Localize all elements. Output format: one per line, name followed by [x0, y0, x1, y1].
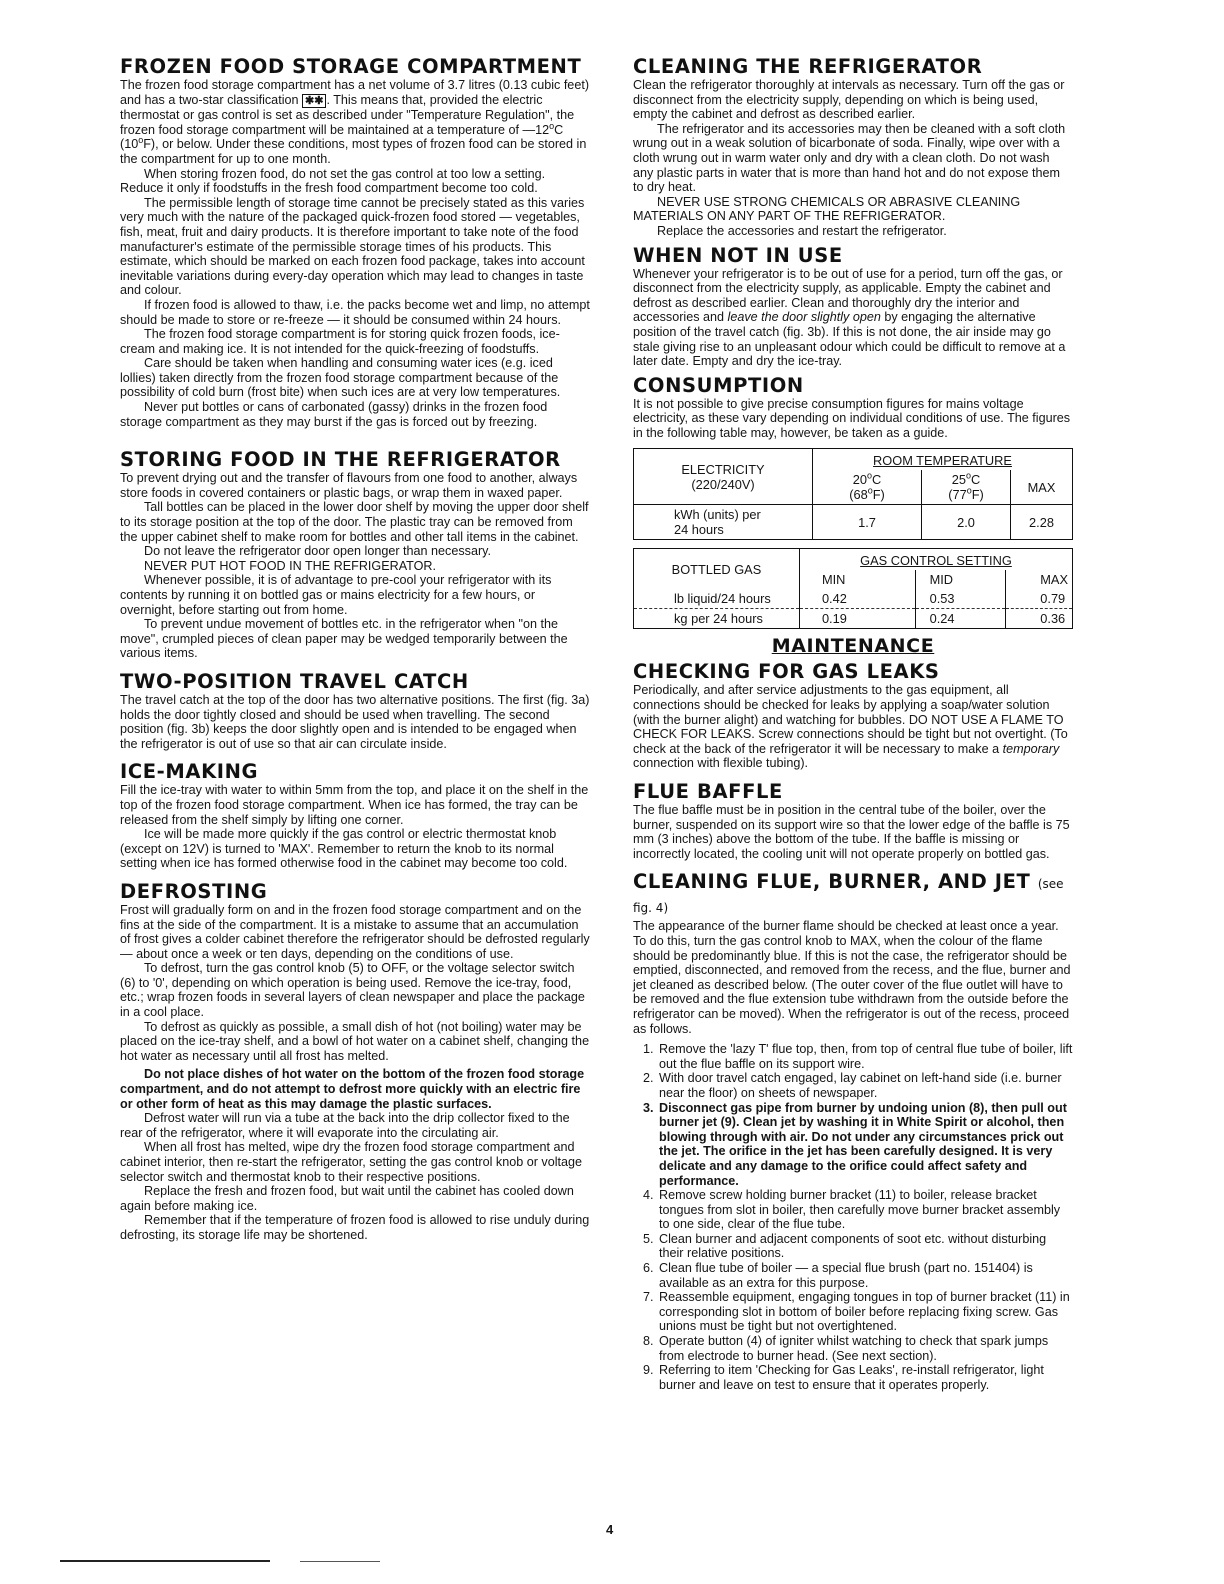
- kg-max: 0.36: [1006, 609, 1073, 629]
- paragraph: To prevent undue movement of bottles etc. in the refrigerator when "on the move", crumpled pieces of clean paper may be wedged temporarily between the various items.: [120, 617, 568, 661]
- bottled-gas-label: BOTTLED GAS: [671, 561, 762, 577]
- list-item: 3. Disconnect gas pipe from burner by undoing union (8), then pull out burner jet (9). Clean jet by washing it in White Spirit or alcohol, then blowing through with air. Do not under any circumstances prick out the jet. The orifice in the jet has been carefully designed. It is very delicate and any damage to the orifice could affect safety and performance.: [657, 1101, 1073, 1189]
- lb-min: 0.42: [799, 589, 915, 609]
- lb-max: 0.79: [1006, 589, 1073, 609]
- paragraph: Whenever your refrigerator is to be out of use for a period, turn off the gas, or disconnect from the electricity supply, as applicable. Empty the cabinet and defrost as described earlier. Clean and thoroughly dry the interior and accessories and leave the door slightly open by engaging the alternative position of the travel catch (fig. 3b). If this is not done, the air inside may go stale giving rise to an unpleasant odour which could be difficult to remove at a later date. Empty and dry the ice-tray.: [633, 266, 1066, 369]
- section-heading: TWO-POSITION TRAVEL CATCH: [120, 669, 469, 693]
- temp-20c: 20$^o$C (68$^o$F): [813, 470, 922, 505]
- paragraph: Replace the fresh and frozen food, but wait until the cabinet has cooled down again before making ice.: [120, 1184, 574, 1213]
- list-item: 2. With door travel catch engaged, lay cabinet on left-hand side (i.e. burner near the floor) on sheets of newspaper.: [657, 1071, 1073, 1100]
- col-max: MAX: [1006, 570, 1073, 589]
- section-heading: FROZEN FOOD STORAGE COMPARTMENT: [120, 55, 582, 78]
- scan-artifact: [300, 1561, 380, 1562]
- col-mid: MID: [915, 570, 1006, 589]
- storing-food-section: [120, 449, 590, 661]
- paragraph: When storing frozen food, do not set the gas control at too low a setting. Reduce it only if foodstuffs in the fresh food compartment become too cold.: [120, 166, 546, 196]
- section-heading: CHECKING FOR GAS LEAKS: [633, 660, 940, 684]
- paragraph: Do not leave the refrigerator door open longer than necessary.: [144, 544, 492, 559]
- paragraph: The flue baffle must be in position in the central tube of the boiler, over the burner, suspended on its support wire so that the lower edge of the baffle is 75 mm (3 inches) above the bottom of the tube. If the baffle is missing or incorrectly located, the cooling unit will not operate properly on bottled gas.: [633, 803, 1070, 861]
- travel-catch-section: [120, 671, 590, 751]
- left-column: [120, 56, 590, 1243]
- consumption-section: [633, 375, 1073, 630]
- room-temperature-header: ROOM TEMPERATURE: [813, 449, 1073, 471]
- cleaning-flue-section: [633, 871, 1073, 1392]
- list-item: 9. Referring to item 'Checking for Gas Leaks', re-install refrigerator, light burner and leave on test to ensure that it operates properly.: [657, 1363, 1073, 1392]
- paragraph: NEVER USE STRONG CHEMICALS OR ABRASIVE CLEANING MATERIALS ON ANY PART OF THE REFRIGERATOR.: [633, 194, 1021, 224]
- paragraph: Periodically, and after service adjustments to the gas equipment, all connections should be checked for leaks by applying a soap/water solution (with the burner alight) and watching for bubbles. DO NOT USE A FLAME TO CHECK FOR LEAKS. Screw connections should be tight but not overtight. (To check at the back of the refrigerator it will be necessary to make a temporary connection with flexible tubing).: [633, 683, 1068, 771]
- paragraph: The frozen food storage compartment is for storing quick frozen foods, ice-cream and making ice. It is not intended for the quick-freezing of foodstuffs.: [120, 327, 560, 356]
- page-number: 4: [606, 1522, 614, 1537]
- list-item: 4. Remove screw holding burner bracket (11) to boiler, release bracket tongues from slot in boiler, then carefully move burner bracket assembly to one side, clear of the flue tube.: [657, 1188, 1073, 1232]
- defrosting-section: [120, 881, 590, 1243]
- ice-making-section: [120, 761, 590, 871]
- kg-row-label: kg per 24 hours: [634, 609, 800, 629]
- kg-mid: 0.24: [915, 609, 1006, 629]
- paragraph: Fill the ice-tray with water to within 5mm from the top, and place it on the shelf in the top of the frozen food storage compartment. When ice has formed, the tray can be released from the shelf simply by lifting one corner.: [120, 783, 589, 827]
- frozen-food-section: [120, 56, 590, 429]
- lb-mid: 0.53: [915, 589, 1006, 609]
- paragraph: The travel catch at the top of the door has two alternative positions. The first (fig. 3a) holds the door tightly closed and should be used when travelling. The second position (fig. 3b) keeps the door slightly open and is intended to be engaged when the refrigerator is out of use so that air can circulate inside.: [120, 692, 590, 751]
- section-heading: ICE-MAKING: [120, 760, 259, 784]
- cleaning-section: [633, 56, 1073, 239]
- maintenance-title: MAINTENANCE: [771, 635, 935, 658]
- paragraph: Replace the accessories and restart the refrigerator.: [657, 223, 947, 238]
- paragraph: Ice will be made more quickly if the gas control or electric thermostat knob (except on 12V) is turned to 'MAX'. Remember to return the knob to its normal setting when ice has formed otherwise food in the cabinet may become too cold.: [120, 827, 568, 871]
- kwh-value-20c: 1.7: [813, 505, 922, 540]
- paragraph: The appearance of the burner flame should be checked at least once a year. To do this, turn the gas control knob to MAX, when the colour of the flame should be predominantly blue. If this is not the case, the refrigerator should be emptied, disconnected, and removed from the recess, and the flue, burner and jet cleaned as described below. (The outer cover of the flue outlet will have to be removed and the flue extension tube withdrawn from the outside before the refrigerator can be moved). When the refrigerator is out of the recess, proceed as follows.: [633, 919, 1071, 1036]
- electricity-label: ELECTRICITY (220/240V): [681, 461, 765, 492]
- kg-min: 0.19: [799, 609, 915, 629]
- paragraph: When all frost has melted, wipe dry the frozen food storage compartment and cabinet interior, then re-start the refrigerator, setting the gas control knob or voltage selector switch and thermostat knob to their respective positions.: [120, 1140, 583, 1184]
- list-item: 5. Clean burner and adjacent components of soot etc. without disturbing their relative positions.: [657, 1232, 1073, 1261]
- paragraph: To defrost as quickly as possible, a small dish of hot (not boiling) water may be placed on the ice-tray shelf, and a bowl of hot water on a cabinet shelf, changing the hot water as necessary until all frost has melted.: [120, 1019, 590, 1063]
- warning-paragraph: Do not place dishes of hot water on the bottom of the frozen food storage compartment, and do not attempt to defrost more quickly with an electric fire or other form of heat as this may damage the plastic surfaces.: [120, 1067, 585, 1111]
- paragraph: Defrost water will run via a tube at the back into the drip collector fixed to the rear of the refrigerator, where it will evaporate into the circulating air.: [120, 1111, 570, 1140]
- paragraph: Whenever possible, it is of advantage to pre-cool your refrigerator with its contents by running it on bottled gas or mains electricity for a few hours, or overnight, before starting out from home.: [120, 573, 552, 617]
- scan-artifact: [60, 1560, 270, 1562]
- paragraph: If frozen food is allowed to thaw, i.e. the packs become wet and limp, no attempt should be made to store or re-freeze — it should be consumed within 24 hours.: [120, 297, 590, 327]
- gas-consumption-table: [633, 548, 1073, 629]
- paragraph: Care should be taken when handling and consuming water ices (e.g. iced lollies) taken directly from the frozen food storage compartment because of the possibility of cold burn (frost bite) when such ices are at very low temperatures.: [120, 356, 561, 400]
- section-heading: CLEANING FLUE, BURNER, AND JET (see fig. 4): [633, 870, 1064, 916]
- gas-leaks-section: [633, 661, 1073, 771]
- paragraph: Frost will gradually form on and in the frozen food storage compartment and on the fins at the side of the compartment. It is a mistake to assume that an accumulation of frost gives a colder cabinet therefore the refrigerator should be defrosted regularly — about once a week or ten days, depending on the conditions of use.: [120, 902, 590, 961]
- paragraph: Tall bottles can be placed in the lower door shelf by moving the upper door shelf to its storage position at the top of the door. The plastic tray can be removed from the upper cabinet shelf to make room for bottles and other tall items in the cabinet.: [120, 500, 589, 544]
- paragraph: Never put bottles or cans of carbonated (gassy) drinks in the frozen food storage compartment as they may burst if the gas is forced out by freezing.: [120, 400, 548, 429]
- section-heading: WHEN NOT IN USE: [633, 243, 843, 267]
- section-heading: CLEANING THE REFRIGERATOR: [633, 55, 983, 78]
- col-min: MIN: [799, 570, 915, 589]
- list-item: 8. Operate button (4) of igniter whilst watching to check that spark jumps from electrode to burner head. (See next section).: [657, 1334, 1073, 1363]
- procedure-list: [633, 1042, 1073, 1392]
- paragraph: NEVER PUT HOT FOOD IN THE REFRIGERATOR.: [144, 558, 437, 573]
- list-item: 6. Clean flue tube of boiler — a special flue brush (part no. 151404) is available as an extra for this purpose.: [657, 1261, 1073, 1290]
- paragraph: It is not possible to give precise consumption figures for mains voltage electricity, as these vary depending on individual conditions of use. The figures in the following table may, however, be taken as a guide.: [633, 396, 1071, 440]
- paragraph: Remember that if the temperature of frozen food is allowed to rise unduly during defrosting, its storage life may be shortened.: [120, 1213, 590, 1242]
- paragraph: The permissible length of storage time cannot be precisely stated as this varies very much with the nature of the packaged quick-frozen food stored — vegetables, fish, meat, fruit and dairy products. It is therefore important to take note of the food manufacturer's estimate of the permissible storage times of his products. This estimate, which should be marked on each frozen food package, takes into account inevitable variations during every-day operation which may lead to changes in taste and colour.: [120, 195, 585, 298]
- lb-row-label: lb liquid/24 hours: [674, 591, 771, 607]
- not-in-use-section: [633, 245, 1073, 369]
- paragraph: To defrost, turn the gas control knob (5) to OFF, or the voltage selector switch (6) to '0', depending on which operation is being used. Remove the ice-tray, food, etc.; wrap frozen foods in several layers of clean newspaper and place the package in a cool place.: [120, 961, 585, 1020]
- gas-control-header: GAS CONTROL SETTING: [799, 549, 1072, 571]
- paragraph: Clean the refrigerator thoroughly at intervals as necessary. Turn off the gas or disconnect from the electricity supply, depending on which is being used, empty the cabinet and defrost as described earlier.: [633, 78, 1065, 122]
- electricity-consumption-table: [633, 448, 1073, 540]
- list-item: 7. Reassemble equipment, engaging tongues in top of burner bracket (11) in corresponding slot in bottom of boiler before replacing fixing screw. Gas unions must be tight but not overtightened.: [657, 1290, 1073, 1334]
- section-heading: DEFROSTING: [120, 879, 268, 903]
- list-item: 1. Remove the 'lazy T' flue top, then, from top of central flue tube of boiler, lift out the flue baffle on its support wire.: [657, 1042, 1073, 1071]
- kwh-value-max: 2.28: [1011, 505, 1073, 540]
- section-heading: FLUE BAFFLE: [633, 780, 783, 804]
- section-heading: STORING FOOD IN THE REFRIGERATOR: [120, 448, 561, 472]
- section-heading: CONSUMPTION: [633, 373, 804, 397]
- temp-25c: 25$^o$C (77$^o$F): [922, 470, 1011, 505]
- kwh-row-label: kWh (units) per 24 hours: [674, 507, 761, 538]
- temp-max: MAX: [1011, 470, 1073, 505]
- kwh-value-25c: 2.0: [922, 505, 1011, 540]
- paragraph: To prevent drying out and the transfer of flavours from one food to another, always store foods in covered containers or plastic bags, or wrap them in waxed paper.: [120, 471, 578, 500]
- two-star-symbol: ✱✱: [302, 94, 326, 108]
- flue-baffle-section: [633, 781, 1073, 861]
- right-column: [633, 56, 1073, 1392]
- paragraph: The refrigerator and its accessories may then be cleaned with a soft cloth wrung out in a weak solution of bicarbonate of soda. Finally, wipe over with a cloth wrung out in warm water only and dry with a clean cloth. Do not wash any plastic parts in water that is more than hand hot and do not expose them to dry heat.: [633, 121, 1066, 195]
- paragraph: The frozen food storage compartment has a net volume of 3.7 litres (0.13 cubic feet) and has a two-star classification ✱✱ . This means that, provided the electric thermostat or gas control is set as described under "Temperature Regulation", the frozen food storage compartment will be maintained at a temperature of —12$^o$C (10$^o$F), or below. Under these conditions, most types of frozen food can be stored in the compartment for up to one month.: [120, 78, 590, 166]
